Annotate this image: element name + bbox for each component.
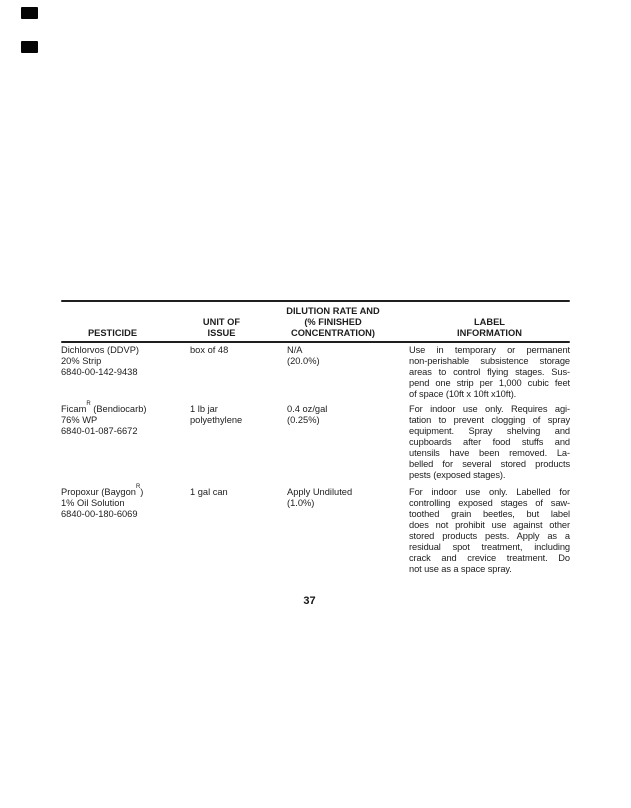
text-line: N/A bbox=[287, 345, 303, 355]
column-header-label-information bbox=[409, 317, 570, 339]
text-line: pests (exposed stages). bbox=[409, 470, 506, 480]
text-line: controlling exposed stages of saw- bbox=[409, 498, 570, 508]
column-header-dilution-rate bbox=[272, 306, 394, 339]
scan-registration-mark bbox=[21, 7, 38, 19]
table-row bbox=[61, 483, 570, 575]
text-line: 6840-00-180-6069 bbox=[61, 509, 138, 519]
table-row bbox=[61, 345, 570, 400]
cell-pesticide bbox=[61, 345, 190, 400]
column-header-unit-of-issue bbox=[173, 317, 270, 339]
cell-label-info bbox=[409, 404, 570, 481]
cell-dilution bbox=[287, 404, 409, 481]
text-line: Ficam$^R$ (Bendiocarb) bbox=[61, 400, 147, 414]
column-header-pesticide bbox=[48, 328, 177, 339]
cell-unit-of-issue bbox=[190, 404, 287, 481]
text-line: (1.0%) bbox=[287, 498, 315, 508]
cell-pesticide bbox=[61, 400, 190, 481]
text-line: 6840-01-087-6672 bbox=[61, 426, 138, 436]
text-line: 1 gal can bbox=[190, 487, 228, 497]
text-line: Propoxur (Baygon$^R$) bbox=[61, 483, 144, 497]
text-line: utensils have been removed. La- bbox=[409, 448, 570, 458]
registered-trademark-superscript: R bbox=[135, 483, 141, 490]
header-line: INFORMATION bbox=[457, 328, 522, 338]
text-line: 1 lb jar bbox=[190, 404, 218, 414]
text-line: Use in temporary or permanent bbox=[409, 345, 570, 355]
text-line: For indoor use only. Labelled for bbox=[409, 487, 570, 497]
header-line: DILUTION RATE AND bbox=[286, 306, 380, 316]
text-line: Apply Undiluted bbox=[287, 487, 353, 497]
text-line: of space (10ft x 10ft x10ft). bbox=[409, 389, 517, 399]
text-line: (20.0%) bbox=[287, 356, 320, 366]
text-line: equipment. Spray shelving and bbox=[409, 426, 570, 436]
header-line: PESTICIDE bbox=[87, 328, 138, 338]
pesticide-table bbox=[61, 300, 570, 595]
header-line: LABEL bbox=[474, 317, 505, 327]
cell-label-info bbox=[409, 345, 570, 400]
text-line: non-perishable subsistence storage bbox=[409, 356, 570, 366]
header-line: ISSUE bbox=[207, 328, 236, 338]
text-line: 20% Strip bbox=[61, 356, 102, 366]
text-line: residual spot treatment, including bbox=[409, 542, 570, 552]
text-line: pend one strip per 1,000 cubic feet bbox=[409, 378, 570, 388]
table-header-row bbox=[61, 303, 570, 339]
text-line: For indoor use only. Requires agi- bbox=[409, 404, 570, 414]
text-line: areas to control flying stages. Sus- bbox=[409, 367, 570, 377]
text-line: belled for several stored products bbox=[409, 459, 570, 469]
cell-unit-of-issue bbox=[190, 345, 287, 400]
registered-trademark-superscript: R bbox=[86, 400, 91, 407]
cell-dilution bbox=[287, 487, 409, 575]
text-line: Dichlorvos (DDVP) bbox=[61, 345, 140, 355]
header-line: UNIT OF bbox=[202, 317, 241, 327]
cell-dilution bbox=[287, 345, 409, 400]
text-line: tation to prevent clogging of spray bbox=[409, 415, 570, 425]
text-line: does not prohibit use against other bbox=[409, 520, 570, 530]
scan-registration-mark bbox=[21, 41, 38, 53]
text-line: not use as a space spray. bbox=[409, 564, 512, 574]
text-line: toothed grain beetles, but label bbox=[409, 509, 570, 519]
text-line: cupboards after food stuffs and bbox=[409, 437, 570, 447]
text-line: (0.25%) bbox=[287, 415, 320, 425]
table-row bbox=[61, 400, 570, 481]
cell-pesticide bbox=[61, 483, 190, 575]
table-top-rule bbox=[61, 300, 570, 302]
cell-unit-of-issue bbox=[190, 487, 287, 575]
table-header-rule bbox=[61, 341, 570, 343]
text-line: crack and crevice treatment. Do bbox=[409, 553, 570, 563]
text-line: 76% WP bbox=[61, 415, 98, 425]
text-line: stored products pests. Apply as a bbox=[409, 531, 570, 541]
header-line: (% FINISHED bbox=[304, 317, 362, 327]
cell-label-info bbox=[409, 487, 570, 575]
header-line: CONCENTRATION) bbox=[290, 328, 375, 338]
text-line: polyethylene bbox=[190, 415, 243, 425]
text-line: 0.4 oz/gal bbox=[287, 404, 328, 414]
text-line: 6840-00-142-9438 bbox=[61, 367, 138, 377]
text-line: 1% Oil Solution bbox=[61, 498, 125, 508]
text-line: box of 48 bbox=[190, 345, 229, 355]
page-number: 37 bbox=[303, 595, 316, 607]
